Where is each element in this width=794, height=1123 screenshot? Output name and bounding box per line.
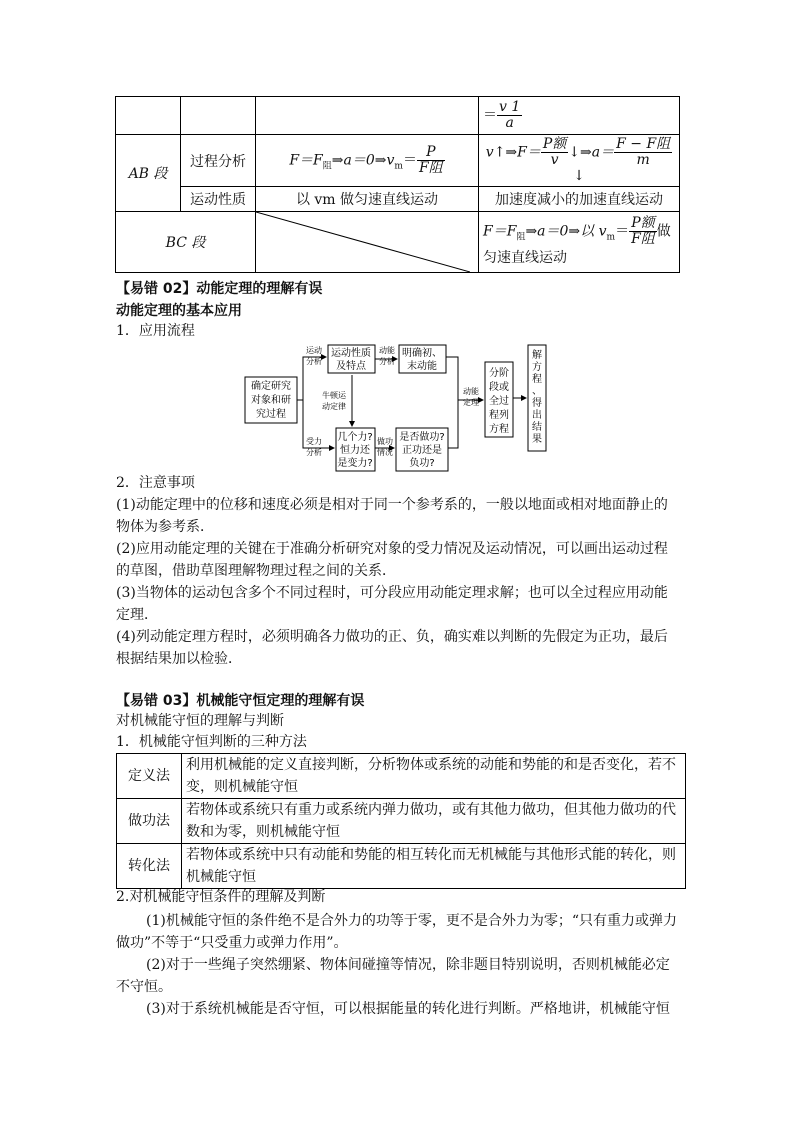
ke-analysis-label bbox=[379, 345, 395, 366]
motion-analysis-label bbox=[306, 345, 322, 366]
svg-text:运动性质: 运动性质 bbox=[331, 348, 371, 359]
svg-text:分阶: 分阶 bbox=[489, 368, 509, 379]
ke-box-text bbox=[402, 346, 442, 372]
table-row: 做功法 若物体或系统只有重力或系统内弹力做功，或有其他力做功，但其他力做功的代 数和为零，则机械能守恒 bbox=[117, 799, 686, 844]
svg-text:分析: 分析 bbox=[306, 448, 322, 457]
svg-text:确定研究: 确定研究 bbox=[251, 381, 291, 392]
svg-text:段或: 段或 bbox=[489, 382, 509, 393]
svg-text:程列: 程列 bbox=[489, 410, 509, 421]
svg-text:情况: 情况 bbox=[377, 448, 393, 457]
svg-text:几个力?: 几个力? bbox=[337, 432, 373, 443]
process-right-formula: v↑⇒F＝ $\frac{\text{P额}}{v}$ ↓⇒a＝ $\frac{\text{F − F阻}}{m}$ ↓ bbox=[479, 135, 680, 187]
svg-text:动定律: 动定律 bbox=[322, 402, 346, 411]
svg-text:运动: 运动 bbox=[306, 346, 322, 355]
paragraph-line: (1)机械能守恒的条件绝不是合外力的功等于零，更不是合外力为零；“只有重力或弹力 bbox=[146, 913, 677, 929]
svg-text:方程: 方程 bbox=[489, 424, 509, 435]
solve-box-text bbox=[532, 348, 542, 445]
note-line: 定理． bbox=[116, 607, 158, 623]
motion-box-text bbox=[331, 346, 371, 372]
empty-diagonal-cell bbox=[256, 212, 479, 273]
note-line: 的草图，借助草图理解物理过程之间的关系． bbox=[116, 563, 396, 579]
ab-segment-label: AB 段 bbox=[116, 135, 181, 212]
force-analysis-label bbox=[306, 436, 322, 457]
start-box-text bbox=[251, 379, 291, 420]
svg-text:受力: 受力 bbox=[306, 437, 322, 446]
section-heading-02: 【易错 02】动能定理的理解有误 bbox=[116, 281, 323, 297]
note-line: 物体为参考系． bbox=[116, 519, 214, 535]
list-item: 1．应用流程 bbox=[116, 323, 195, 339]
svg-text:分析: 分析 bbox=[306, 357, 322, 366]
svg-text:明确初、: 明确初、 bbox=[402, 348, 442, 359]
svg-text:定理: 定理 bbox=[463, 398, 479, 407]
paragraph-line: (3)对于系统机械能是否守恒，可以根据能量的转化进行判断。严格地讲，机械能守恒 bbox=[146, 1001, 670, 1017]
fraction: $\frac{\text{F − F阻}}{m}$ bbox=[616, 136, 671, 168]
process-left-formula: $F=F_阻\Rightarrow a=0\Rightarrow v_m=$ $\frac{P}{\text{F阻}}$ bbox=[256, 135, 479, 187]
list-item: 2．注意事项 bbox=[116, 475, 195, 491]
fraction: $\frac{v 1}{a}$ bbox=[499, 99, 521, 131]
bc-right-formula: $F=F_阻\Rightarrow a=0\Rightarrow$以 $v_m=$ $\frac{\text{P额}}{\text{F阻}}$ 做 匀速直线运动 bbox=[479, 212, 680, 273]
work-case-label bbox=[377, 436, 393, 457]
table-cell bbox=[116, 97, 181, 135]
motion-nature-label: 运动性质 bbox=[181, 187, 256, 212]
fraction: $\frac{P}{\text{F阻}}$ bbox=[418, 144, 443, 176]
list-item: 1．机械能守恒判断的三种方法 bbox=[116, 734, 307, 750]
svg-text:及特点: 及特点 bbox=[336, 361, 366, 372]
conservation-methods-table bbox=[116, 753, 686, 889]
power-analysis-table bbox=[115, 96, 680, 273]
application-flow-diagram bbox=[240, 340, 560, 475]
paragraph-line: 不守恒。 bbox=[116, 979, 172, 995]
svg-text:是变力?: 是变力? bbox=[337, 458, 373, 469]
note-line: (4)列动能定理方程时，必须明确各力做功的正、负，确实难以判断的先假定为正功，最后 bbox=[116, 629, 668, 645]
note-line: 根据结果加以检验． bbox=[116, 651, 242, 667]
svg-text:负功?: 负功? bbox=[409, 458, 435, 469]
table-row: 定义法 利用机械能的定义直接判断，分析物体或系统的动能和势能的和是否变化，若不 变，则机械能守恒 bbox=[117, 754, 686, 799]
method-box-text bbox=[489, 366, 509, 435]
paragraph-line: (2)对于一些绳子突然绷紧、物体间碰撞等情况，除非题目特别说明，否则机械能必定 bbox=[146, 957, 670, 973]
svg-text:出: 出 bbox=[532, 410, 542, 421]
svg-text:果: 果 bbox=[532, 434, 542, 445]
list-item: 2.对机械能守恒条件的理解及判断 bbox=[116, 889, 326, 905]
table-row: 转化法 若物体或系统中只有动能和势能的相互转化而无机械能与其他形式能的转化，则 机械能守恒 bbox=[117, 844, 686, 889]
newton-label bbox=[322, 390, 347, 411]
svg-text:是否做功?: 是否做功? bbox=[399, 432, 445, 443]
svg-text:牛顿运: 牛顿运 bbox=[322, 391, 346, 400]
svg-text:程: 程 bbox=[532, 374, 542, 385]
bc-segment-label: BC 段 bbox=[116, 212, 256, 273]
fraction: $\frac{\text{P额}}{\text{F阻}}$ bbox=[631, 215, 655, 248]
svg-text:恒力还: 恒力还 bbox=[340, 445, 370, 456]
svg-text:对象和研: 对象和研 bbox=[251, 395, 291, 406]
note-line: (2)应用动能定理的关键在于准确分析研究对象的受力情况及运动情况，可以画出运动过程 bbox=[116, 541, 668, 557]
svg-text:全过: 全过 bbox=[489, 396, 509, 407]
svg-text:、: 、 bbox=[532, 386, 542, 397]
svg-text:动能: 动能 bbox=[379, 346, 395, 355]
svg-text:动能: 动能 bbox=[463, 387, 479, 396]
svg-text:方: 方 bbox=[532, 362, 542, 373]
svg-text:究过程: 究过程 bbox=[256, 409, 286, 420]
motion-left: 以 vm 做匀速直线运动 bbox=[256, 187, 479, 212]
force-box-text bbox=[337, 430, 372, 469]
svg-text:正功还是: 正功还是 bbox=[402, 445, 442, 456]
svg-text:解: 解 bbox=[532, 350, 542, 361]
svg-text:末动能: 末动能 bbox=[407, 361, 437, 372]
svg-text:做功: 做功 bbox=[377, 437, 393, 446]
process-analysis-label: 过程分析 bbox=[181, 135, 256, 187]
note-line: (3)当物体的运动包含多个不同过程时，可分段应用动能定理求解；也可以全过程应用动能 bbox=[116, 585, 668, 601]
table-cell: ＝ $\frac{v 1}{a}$ bbox=[479, 97, 680, 135]
work-box-text bbox=[399, 430, 444, 469]
theorem-label bbox=[463, 386, 479, 407]
section-subheading: 动能定理的基本应用 bbox=[116, 303, 242, 319]
table-cell bbox=[256, 97, 479, 135]
svg-text:分析: 分析 bbox=[379, 357, 395, 366]
diagonal-line bbox=[256, 212, 470, 272]
section-heading-03: 【易错 03】机械能守恒定理的理解有误 bbox=[116, 693, 365, 709]
motion-right: 加速度减小的加速直线运动 bbox=[479, 187, 680, 212]
table-cell bbox=[181, 97, 256, 135]
section-subheading: 对机械能守恒的理解与判断 bbox=[116, 713, 284, 729]
fraction: $\frac{\text{P额}}{v}$ bbox=[542, 136, 567, 168]
paragraph-line: 做功”不等于“只受重力或弹力作用”。 bbox=[116, 935, 348, 951]
svg-text:结: 结 bbox=[532, 422, 542, 433]
svg-text:得: 得 bbox=[532, 398, 542, 409]
note-line: (1)动能定理中的位移和速度必须是相对于同一个参考系的，一般以地面或相对地面静止的 bbox=[116, 497, 668, 513]
